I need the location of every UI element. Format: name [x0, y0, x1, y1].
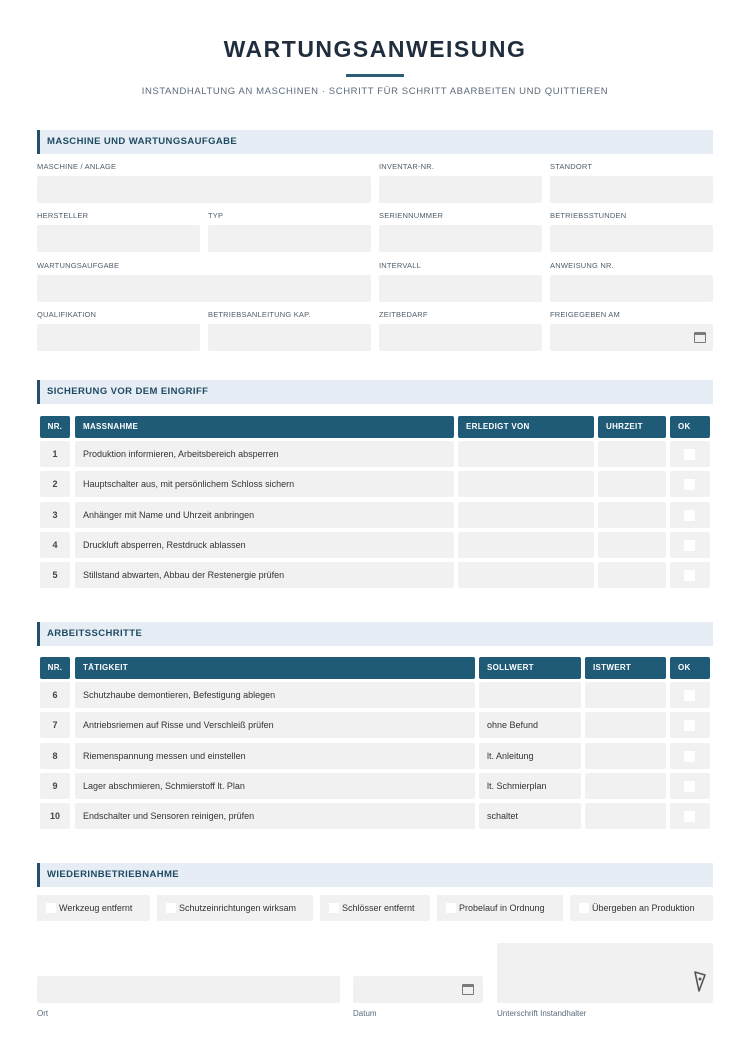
wartungsaufgabe-field[interactable] — [37, 275, 371, 302]
erledigt-field[interactable] — [458, 562, 594, 588]
ok-checkbox[interactable] — [684, 540, 695, 551]
row-sollwert: lt. Anleitung — [479, 743, 581, 769]
label-zeitbedarf: ZEITBEDARF — [379, 310, 428, 319]
istwert-field[interactable] — [585, 803, 666, 829]
uhrzeit-field[interactable] — [598, 532, 666, 558]
datum-field[interactable] — [353, 976, 483, 1003]
row-nr: 10 — [40, 803, 70, 829]
check-werkzeug[interactable] — [37, 895, 150, 921]
label-inventar: INVENTAR-NR. — [379, 162, 435, 171]
istwert-field[interactable] — [585, 773, 666, 799]
col-header-sollwert: SOLLWERT — [479, 657, 581, 679]
row-taetigkeit: Antriebsriemen auf Risse und Verschleiß prüfen — [75, 712, 475, 738]
label-betriebsstunden: BETRIEBSSTUNDEN — [550, 211, 627, 220]
section-machine-title: MASCHINE UND WARTUNGSAUFGABE — [37, 130, 713, 154]
checkbox[interactable] — [446, 903, 456, 913]
row-massnahme: Produktion informieren, Arbeitsbereich absperren — [75, 441, 454, 467]
page-title: WARTUNGSANWEISUNG — [223, 36, 527, 62]
qualifikation-field[interactable] — [37, 324, 200, 351]
col-header-ok: OK — [670, 416, 710, 438]
ok-checkbox[interactable] — [684, 811, 695, 822]
row-nr: 8 — [40, 743, 70, 769]
ok-checkbox[interactable] — [684, 690, 695, 701]
inventar-field[interactable] — [379, 176, 542, 203]
section-wiederinbetriebnahme-title: WIEDERINBETRIEBNAHME — [37, 863, 713, 887]
erledigt-field[interactable] — [458, 502, 594, 528]
row-massnahme: Anhänger mit Name und Uhrzeit anbringen — [75, 502, 454, 528]
ok-checkbox[interactable] — [684, 449, 695, 460]
ok-checkbox[interactable] — [684, 570, 695, 581]
ort-field[interactable] — [37, 976, 340, 1003]
ok-cell — [670, 773, 710, 799]
row-taetigkeit: Schutzhaube demontieren, Befestigung ablegen — [75, 682, 475, 708]
calendar-icon[interactable] — [462, 984, 474, 995]
label-freigegeben: FREIGEGEBEN AM — [550, 310, 620, 319]
checkbox[interactable] — [166, 903, 176, 913]
row-nr: 5 — [40, 562, 70, 588]
erledigt-field[interactable] — [458, 441, 594, 467]
label-anweisung: ANWEISUNG NR. — [550, 261, 614, 270]
freigegeben-date-field[interactable] — [550, 324, 713, 351]
betriebsanleitung-field[interactable] — [208, 324, 371, 351]
label-hersteller: HERSTELLER — [37, 211, 89, 220]
col-header-massnahme: MASSNAHME — [75, 416, 454, 438]
label-typ: TYP — [208, 211, 224, 220]
check-label: Probelauf in Ordnung — [459, 903, 545, 913]
maschine-field[interactable] — [37, 176, 371, 203]
label-wartungsaufgabe: WARTUNGSAUFGABE — [37, 261, 120, 270]
col-header-istwert: ISTWERT — [585, 657, 666, 679]
check-label: Schutzeinrichtungen wirksam — [179, 903, 297, 913]
ok-cell — [670, 441, 710, 467]
ok-cell — [670, 712, 710, 738]
checkbox[interactable] — [329, 903, 339, 913]
row-taetigkeit: Lager abschmieren, Schmierstoff lt. Plan — [75, 773, 475, 799]
checkbox[interactable] — [46, 903, 56, 913]
unterschrift-label: Unterschrift Instandhalter — [497, 1009, 587, 1018]
ok-cell — [670, 532, 710, 558]
row-sollwert — [479, 682, 581, 708]
check-label: Übergeben an Produktion — [592, 903, 695, 913]
uhrzeit-field[interactable] — [598, 441, 666, 467]
row-taetigkeit: Endschalter und Sensoren reinigen, prüfen — [75, 803, 475, 829]
ok-cell — [670, 502, 710, 528]
label-qualifikation: QUALIFIKATION — [37, 310, 97, 319]
ort-label: Ort — [37, 1009, 49, 1018]
seriennummer-field[interactable] — [379, 225, 542, 252]
calendar-icon[interactable] — [694, 332, 706, 343]
col-header-nr: NR. — [40, 416, 70, 438]
ok-cell — [670, 803, 710, 829]
row-nr: 4 — [40, 532, 70, 558]
row-taetigkeit: Riemenspannung messen und einstellen — [75, 743, 475, 769]
label-maschine: MASCHINE / ANLAGE — [37, 162, 117, 171]
check-schutzeinrichtungen[interactable] — [157, 895, 313, 921]
label-seriennummer: SERIENNUMMER — [379, 211, 444, 220]
row-nr: 3 — [40, 502, 70, 528]
check-probelauf[interactable] — [437, 895, 563, 921]
anweisung-field[interactable] — [550, 275, 713, 302]
row-massnahme: Druckluft absperren, Restdruck ablassen — [75, 532, 454, 558]
row-nr: 6 — [40, 682, 70, 708]
col-header-erledigt: ERLEDIGT VON — [458, 416, 594, 438]
label-betriebsanleitung: BETRIEBSANLEITUNG KAP. — [208, 310, 311, 319]
betriebsstunden-field[interactable] — [550, 225, 713, 252]
row-massnahme: Hauptschalter aus, mit persönlichem Schloss sichern — [75, 471, 454, 497]
ok-cell — [670, 562, 710, 588]
col-header-nr: NR. — [40, 657, 70, 679]
col-header-uhrzeit: UHRZEIT — [598, 416, 666, 438]
ok-checkbox[interactable] — [684, 479, 695, 490]
check-label: Werkzeug entfernt — [59, 903, 133, 913]
col-header-ok: OK — [670, 657, 710, 679]
title-divider — [346, 74, 404, 77]
signature-field[interactable] — [497, 943, 713, 1003]
ok-checkbox[interactable] — [684, 781, 695, 792]
check-uebergeben[interactable] — [570, 895, 713, 921]
row-nr: 2 — [40, 471, 70, 497]
uhrzeit-field[interactable] — [598, 562, 666, 588]
label-standort: STANDORT — [550, 162, 593, 171]
istwert-field[interactable] — [585, 712, 666, 738]
ok-checkbox[interactable] — [684, 720, 695, 731]
page-subtitle: INSTANDHALTUNG AN MASCHINEN · SCHRITT FÜR SCHRITT ABARBEITEN UND QUITTIEREN — [141, 86, 609, 97]
datum-label: Datum — [353, 1009, 377, 1018]
row-massnahme: Stillstand abwarten, Abbau der Restenergie prüfen — [75, 562, 454, 588]
uhrzeit-field[interactable] — [598, 502, 666, 528]
pen-icon — [693, 971, 707, 993]
intervall-field[interactable] — [379, 275, 542, 302]
ok-checkbox[interactable] — [684, 751, 695, 762]
checkbox[interactable] — [579, 903, 589, 913]
ok-checkbox[interactable] — [684, 510, 695, 521]
row-sollwert: ohne Befund — [479, 712, 581, 738]
row-sollwert: schaltet — [479, 803, 581, 829]
row-sollwert: lt. Schmierplan — [479, 773, 581, 799]
ok-cell — [670, 743, 710, 769]
ok-cell — [670, 682, 710, 708]
col-header-taetigkeit: TÄTIGKEIT — [75, 657, 475, 679]
check-label: Schlösser entfernt — [342, 903, 415, 913]
label-intervall: INTERVALL — [379, 261, 421, 270]
typ-field[interactable] — [208, 225, 371, 252]
section-sicherung-title: SICHERUNG VOR DEM EINGRIFF — [37, 380, 713, 404]
ok-cell — [670, 471, 710, 497]
row-nr: 1 — [40, 441, 70, 467]
row-nr: 7 — [40, 712, 70, 738]
uhrzeit-field[interactable] — [598, 471, 666, 497]
erledigt-field[interactable] — [458, 532, 594, 558]
hersteller-field[interactable] — [37, 225, 200, 252]
erledigt-field[interactable] — [458, 471, 594, 497]
row-nr: 9 — [40, 773, 70, 799]
istwert-field[interactable] — [585, 743, 666, 769]
section-arbeitsschritte-title: ARBEITSSCHRITTE — [37, 622, 713, 646]
istwert-field[interactable] — [585, 682, 666, 708]
standort-field[interactable] — [550, 176, 713, 203]
zeitbedarf-field[interactable] — [379, 324, 542, 351]
check-schloesser[interactable] — [320, 895, 430, 921]
